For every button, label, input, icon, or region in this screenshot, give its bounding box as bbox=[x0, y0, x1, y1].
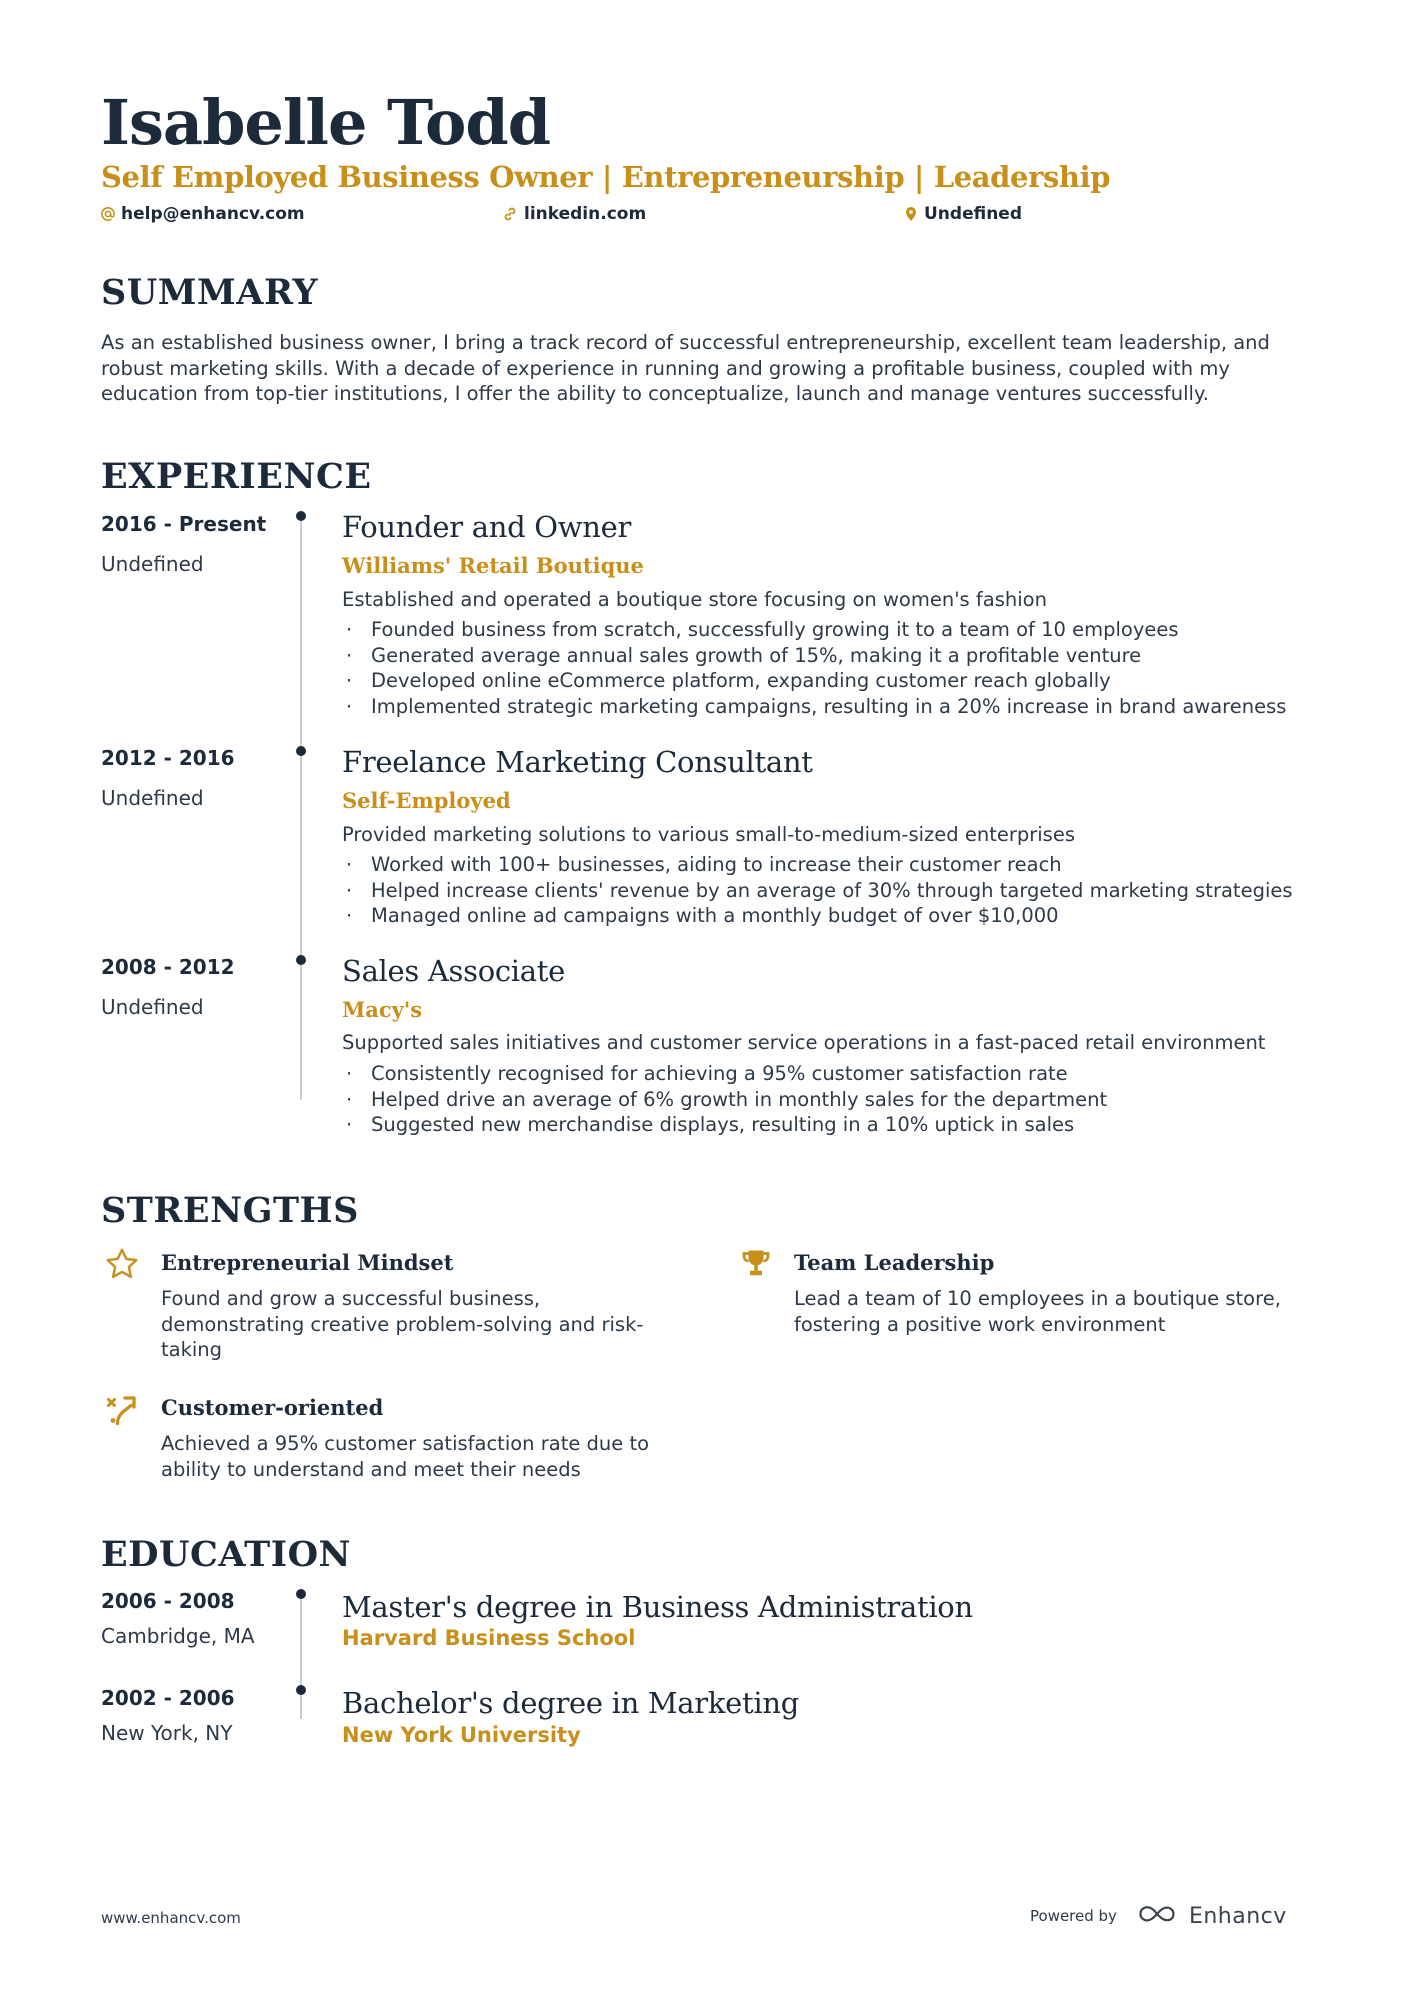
experience-location: Undefined bbox=[101, 786, 204, 810]
education-degree: Master's degree in Business Administration bbox=[342, 1590, 973, 1624]
experience-location: Undefined bbox=[101, 995, 204, 1019]
summary-text: As an established business owner, I bring a track record of successful entrepreneurship, excellent team leadership, and robust marketing skills. With a decade of experience in running and growing a profitable business, coupled with my education from top-tier institutions, I offer the ability to conceptualize, launch and manage ventures successfully. bbox=[101, 331, 1270, 405]
education-location: Cambridge, MA bbox=[101, 1624, 255, 1648]
experience-role: Freelance Marketing Consultant bbox=[342, 745, 813, 779]
location-pin-icon bbox=[904, 206, 918, 222]
experience-company: Macy's bbox=[342, 997, 423, 1022]
experience-bullets bbox=[342, 852, 1293, 929]
strength-description: Lead a team of 10 employees in a boutique store, fostering a positive work environment bbox=[794, 1287, 1281, 1336]
experience-bullets bbox=[342, 617, 1286, 719]
timeline-dot bbox=[296, 1685, 306, 1695]
experience-date: 2008 - 2012 bbox=[101, 955, 235, 979]
bullet-item: · Helped drive an average of 6% growth in monthly sales for the department bbox=[342, 1087, 1107, 1113]
education-school: New York University bbox=[342, 1723, 581, 1747]
location-text: Undefined bbox=[924, 204, 1023, 224]
strength-description: Found and grow a successful business, demonstrating creative problem-solving and risk-taking bbox=[161, 1287, 644, 1361]
education-date: 2002 - 2006 bbox=[101, 1686, 235, 1710]
education-heading: EDUCATION bbox=[101, 1534, 352, 1575]
bullet-item: · Implemented strategic marketing campaigns, resulting in a 20% increase in brand awareness bbox=[342, 694, 1286, 720]
timeline-dot bbox=[296, 511, 306, 521]
bullet-item: · Managed online ad campaigns with a monthly budget of over $10,000 bbox=[342, 903, 1293, 929]
headline: Self Employed Business Owner | Entrepreneurship | Leadership bbox=[101, 160, 1111, 194]
email-text: help@enhancv.com bbox=[121, 204, 305, 224]
experience-role: Sales Associate bbox=[342, 954, 565, 988]
experience-bullets bbox=[342, 1061, 1107, 1138]
experience-description: Established and operated a boutique store focusing on women's fashion bbox=[342, 588, 1047, 611]
enhancv-logo-icon bbox=[1135, 1902, 1181, 1930]
contact-email[interactable] bbox=[101, 204, 305, 224]
timeline-dot bbox=[296, 1589, 306, 1599]
experience-location: Undefined bbox=[101, 552, 204, 576]
trophy-icon bbox=[738, 1246, 774, 1282]
timeline-dot bbox=[296, 955, 306, 965]
education-timeline bbox=[300, 1594, 302, 1719]
bullet-item: · Helped increase clients' revenue by an average of 30% through targeted marketing strategies bbox=[342, 878, 1293, 904]
contact-location bbox=[904, 204, 1022, 224]
route-icon bbox=[104, 1392, 140, 1428]
linkedin-text: linkedin.com bbox=[524, 204, 647, 224]
experience-date: 2012 - 2016 bbox=[101, 746, 235, 770]
bullet-item: · Consistently recognised for achieving a 95% customer satisfaction rate bbox=[342, 1061, 1107, 1087]
powered-by-text: Powered by bbox=[1030, 1907, 1117, 1925]
at-icon bbox=[101, 207, 115, 221]
education-school: Harvard Business School bbox=[342, 1626, 636, 1650]
experience-company: Self-Employed bbox=[342, 788, 511, 813]
brand-name: Enhancv bbox=[1188, 1903, 1287, 1929]
experience-description: Supported sales initiatives and customer service operations in a fast-paced retail environment bbox=[342, 1031, 1266, 1054]
strength-description: Achieved a 95% customer satisfaction rate due to ability to understand and meet their needs bbox=[161, 1432, 650, 1481]
experience-role: Founder and Owner bbox=[342, 510, 632, 544]
education-location: New York, NY bbox=[101, 1721, 233, 1745]
education-date: 2006 - 2008 bbox=[101, 1589, 235, 1613]
education-degree: Bachelor's degree in Marketing bbox=[342, 1686, 799, 1720]
strength-title: Team Leadership bbox=[794, 1250, 995, 1275]
star-icon bbox=[104, 1246, 140, 1282]
summary-heading: SUMMARY bbox=[101, 272, 318, 313]
footer-website[interactable]: www.enhancv.com bbox=[101, 1909, 241, 1927]
contact-linkedin[interactable] bbox=[502, 204, 646, 224]
bullet-item: · Developed online eCommerce platform, expanding customer reach globally bbox=[342, 668, 1286, 694]
strength-title: Customer-oriented bbox=[161, 1395, 384, 1420]
bullet-item: · Generated average annual sales growth of 15%, making it a profitable venture bbox=[342, 643, 1286, 669]
experience-timeline bbox=[300, 516, 302, 1100]
experience-date: 2016 - Present bbox=[101, 512, 267, 536]
timeline-dot bbox=[296, 746, 306, 756]
link-icon bbox=[502, 206, 518, 222]
bullet-item: · Founded business from scratch, successfully growing it to a team of 10 employees bbox=[342, 617, 1286, 643]
strength-title: Entrepreneurial Mindset bbox=[161, 1250, 454, 1275]
bullet-item: · Worked with 100+ businesses, aiding to increase their customer reach bbox=[342, 852, 1293, 878]
bullet-item: · Suggested new merchandise displays, resulting in a 10% uptick in sales bbox=[342, 1112, 1107, 1138]
strengths-heading: STRENGTHS bbox=[101, 1190, 359, 1231]
experience-company: Williams' Retail Boutique bbox=[342, 553, 644, 578]
experience-heading: EXPERIENCE bbox=[101, 456, 372, 497]
footer-branding[interactable] bbox=[1030, 1902, 1287, 1930]
candidate-name: Isabelle Todd bbox=[101, 86, 551, 159]
experience-description: Provided marketing solutions to various small-to-medium-sized enterprises bbox=[342, 823, 1075, 846]
